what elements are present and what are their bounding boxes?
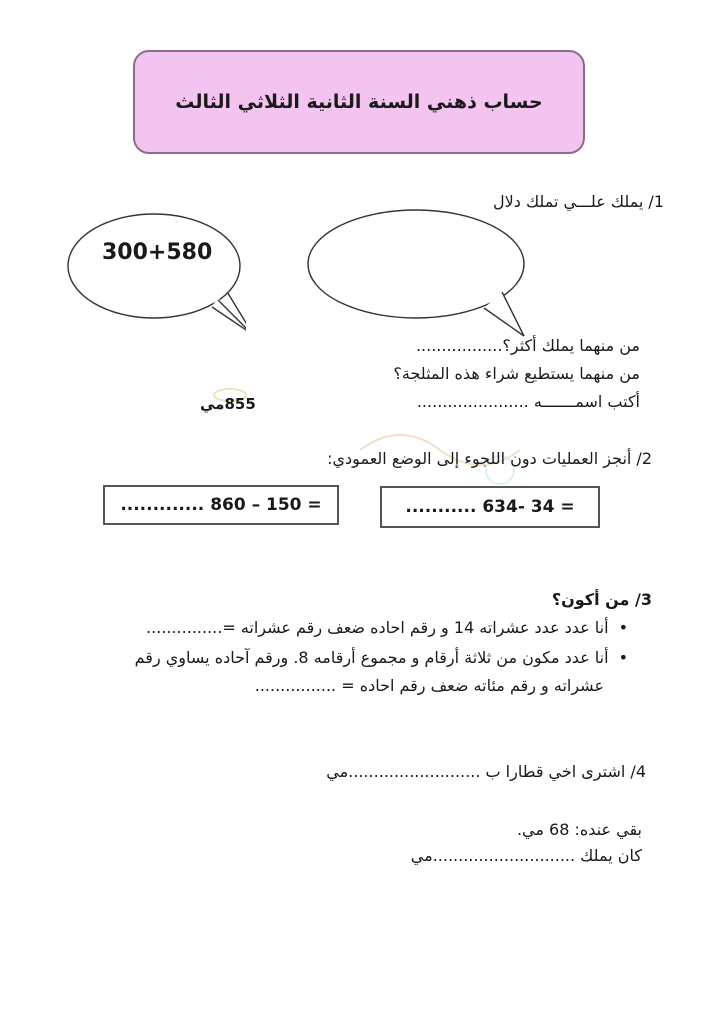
operation-left-expression: 860 – 150 = <box>210 495 322 515</box>
operation-left-answer: ............. <box>120 495 205 515</box>
q1-line-write-name: أكتب اسمـــــــه ...................... <box>416 392 640 411</box>
q3-item-1: • أنا عدد عدد عشراته 14 و رقم احاده ضعف رقم عشراته =............... <box>146 618 628 637</box>
q1-line-richer: من منهما يملك أكثر؟................. <box>415 336 640 355</box>
operation-right-answer: ........... <box>405 497 477 517</box>
speech-bubble-right <box>306 208 526 340</box>
page-title: حساب ذهني السنة الثانية الثلاثي الثالث <box>175 91 543 113</box>
q3-header: 3/ من أكون؟ <box>551 590 652 609</box>
bubble-left-value: 300+580 <box>102 240 213 265</box>
q1-number: 1/ <box>648 192 664 211</box>
icecream-price: 855مي <box>200 395 256 413</box>
q4-line-train: 4/ اشترى اخي قطارا ب ..........................مي <box>326 762 646 781</box>
operation-box-left <box>103 485 339 525</box>
q2-header: 2/ أنجز العمليات دون اللجوء إلى الوضع العمودي: <box>327 449 652 468</box>
title-banner <box>133 50 585 154</box>
q1-header-text: يملك علـــي تملك دلال <box>492 192 644 211</box>
q1-line-icecream: من منهما يستطيع شراء هذه المثلجة؟ <box>393 364 640 383</box>
q3-item-2-line-1: • أنا عدد مكون من ثلاثة أرقام و مجموع أرقامه 8. ورقم آحاده يساوي رقم <box>135 648 628 667</box>
operation-box-right <box>380 486 600 528</box>
operation-right-expression: 634- 34 = <box>482 497 575 517</box>
q3-item-2-line-2: عشراته و رقم مئاته ضعف رقم احاده = ................ <box>254 676 604 695</box>
q4-line-had: كان يملك ............................مي <box>410 846 642 865</box>
q4-line-remaining: بقي عنده: 68 مي. <box>516 820 642 839</box>
speech-bubble-left <box>66 212 246 342</box>
